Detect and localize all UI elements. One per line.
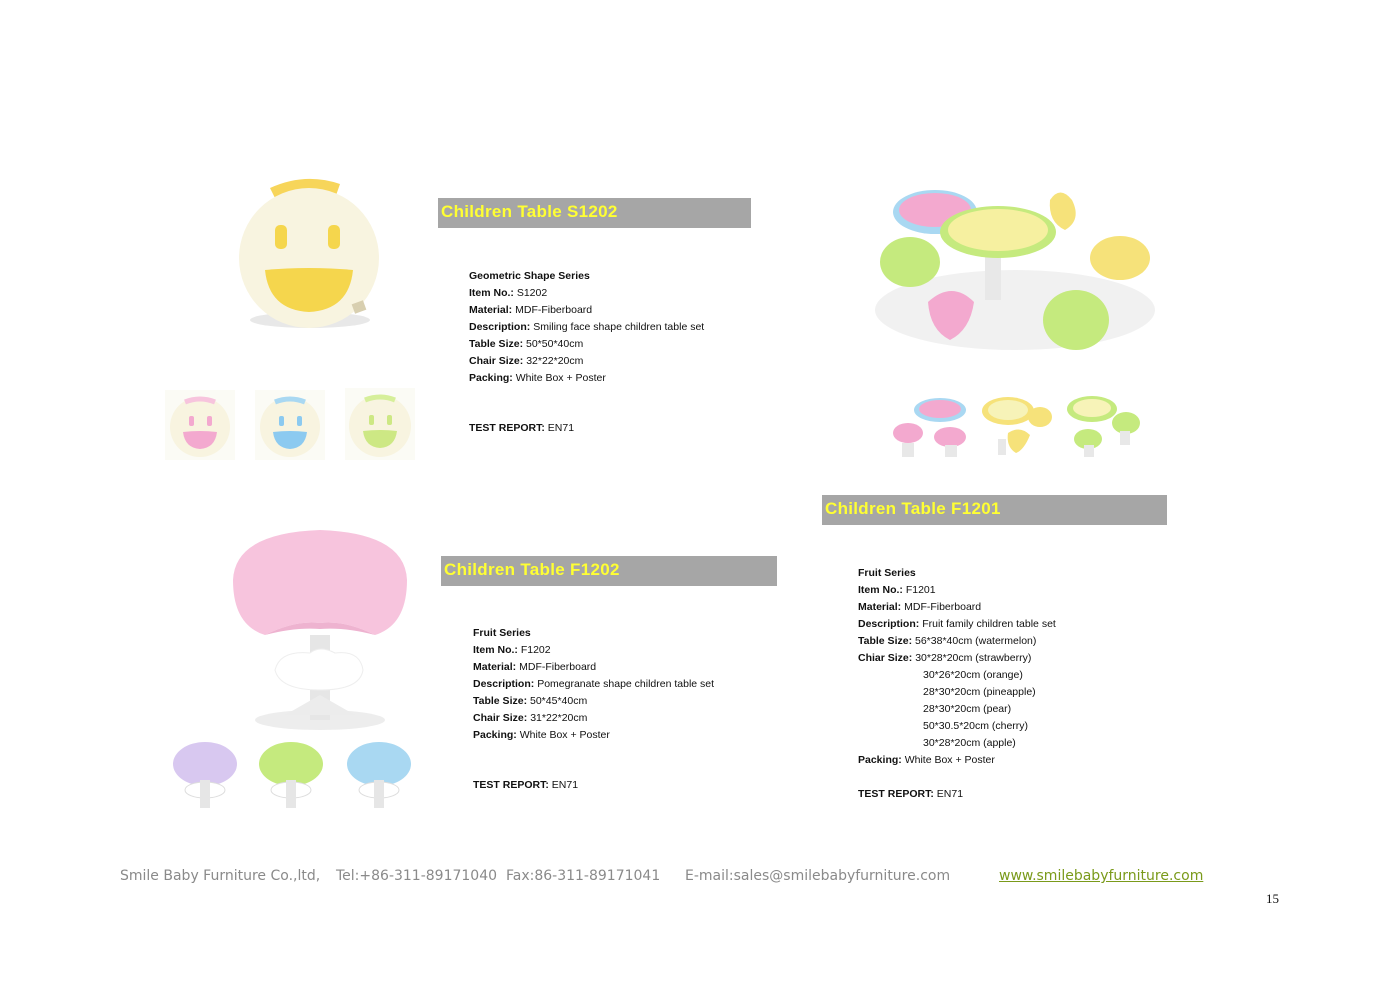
test-report-value: EN71 (551, 779, 579, 791)
product-image-s1202-variant-green (345, 388, 415, 460)
footer-tel: Tel:+86-311-89171040 (336, 868, 498, 884)
product-title-bar-f1201 (822, 495, 1167, 525)
chair-size-value: 30*28*20cm (strawberry) (915, 652, 1032, 664)
product-title-bar-f1202 (441, 556, 777, 586)
footer-email: E-mail:sales@smilebabyfurniture.com (685, 868, 951, 884)
test-report-s1202 (469, 422, 574, 434)
item-value: F1201 (905, 584, 936, 596)
table-size-value: 56*38*40cm (watermelon) (915, 635, 1037, 647)
test-report-label: TEST REPORT: (858, 788, 934, 800)
chair-size-value: 28*30*20cm (pineapple) (923, 686, 1036, 698)
chair-size-value: 31*22*20cm (530, 712, 588, 724)
table-size-value: 50*45*40cm (530, 695, 588, 707)
footer-website-link[interactable]: www.smilebabyfurniture.com (999, 868, 1204, 884)
table-size-label: Table Size: (858, 635, 913, 647)
product-title-bar-s1202 (438, 198, 751, 228)
packing-label: Packing: (469, 372, 513, 384)
material-value: MDF-Fiberboard (515, 304, 593, 316)
material-label: Material: (473, 661, 517, 673)
packing-value: White Box + Poster (904, 754, 995, 766)
product-image-f1202-variant-green (256, 740, 326, 815)
product-image-f1201-variant-1 (890, 395, 975, 460)
material-label: Material: (858, 601, 902, 613)
chair-size-value: 30*28*20cm (apple) (923, 737, 1016, 749)
product-title: Children Table S1202 (441, 202, 618, 221)
product-image-s1202-variant-pink (165, 390, 235, 460)
packing-value: White Box + Poster (515, 372, 606, 384)
description-value: Fruit family children table set (922, 618, 1056, 630)
series-label: Fruit Series (473, 627, 531, 639)
test-report-value: EN71 (936, 788, 964, 800)
test-report-value: EN71 (547, 422, 575, 434)
test-report-f1202 (473, 779, 578, 791)
material-label: Material: (469, 304, 513, 316)
item-label: Item No.: (858, 584, 903, 596)
product-image-f1202-main (225, 525, 415, 735)
footer-fax: Fax:86-311-89171041 (506, 868, 661, 884)
description-value: Smiling face shape children table set (533, 321, 705, 333)
chair-size-value: 28*30*20cm (pear) (923, 703, 1012, 715)
series-label: Geometric Shape Series (469, 270, 590, 282)
material-value: MDF-Fiberboard (519, 661, 597, 673)
test-report-label: TEST REPORT: (473, 779, 549, 791)
description-label: Description: (858, 618, 920, 630)
product-image-s1202-variant-blue (255, 390, 325, 460)
chair-size-label: Chiar Size: (858, 652, 913, 664)
test-report-label: TEST REPORT: (469, 422, 545, 434)
product-image-f1201-variant-2 (978, 395, 1058, 460)
item-label: Item No.: (473, 644, 518, 656)
packing-label: Packing: (858, 754, 902, 766)
description-value: Pomegranate shape children table set (537, 678, 715, 690)
page-number: 15 (1266, 891, 1279, 906)
table-size-label: Table Size: (469, 338, 524, 350)
chair-size-value: 50*30.5*20cm (cherry) (923, 720, 1029, 732)
product-title: Children Table F1201 (825, 499, 1001, 518)
product-title: Children Table F1202 (444, 560, 620, 579)
product-image-f1202-variant-lavender (170, 740, 240, 815)
product-spec-f1202 (473, 625, 714, 744)
item-label: Item No.: (469, 287, 514, 299)
test-report-f1201 (858, 788, 963, 800)
chair-size-value: 30*26*20cm (orange) (923, 669, 1023, 681)
item-value: S1202 (516, 287, 548, 299)
chair-size-label: Chair Size: (469, 355, 524, 367)
chair-size-label: Chair Size: (473, 712, 528, 724)
series-label: Fruit Series (858, 567, 916, 579)
product-image-s1202-main (225, 170, 395, 330)
product-image-f1201-variant-3 (1064, 393, 1149, 460)
product-image-f1202-variant-blue (344, 740, 414, 815)
material-value: MDF-Fiberboard (904, 601, 982, 613)
footer-company: Smile Baby Furniture Co.,ltd, (120, 868, 321, 884)
product-image-f1201-main (870, 180, 1160, 370)
item-value: F1202 (520, 644, 551, 656)
packing-label: Packing: (473, 729, 517, 741)
table-size-label: Table Size: (473, 695, 528, 707)
description-label: Description: (469, 321, 531, 333)
product-spec-f1201 (858, 565, 1056, 769)
product-spec-s1202 (469, 268, 704, 387)
description-label: Description: (473, 678, 535, 690)
packing-value: White Box + Poster (519, 729, 610, 741)
table-size-value: 50*50*40cm (526, 338, 584, 350)
chair-size-value: 32*22*20cm (526, 355, 584, 367)
